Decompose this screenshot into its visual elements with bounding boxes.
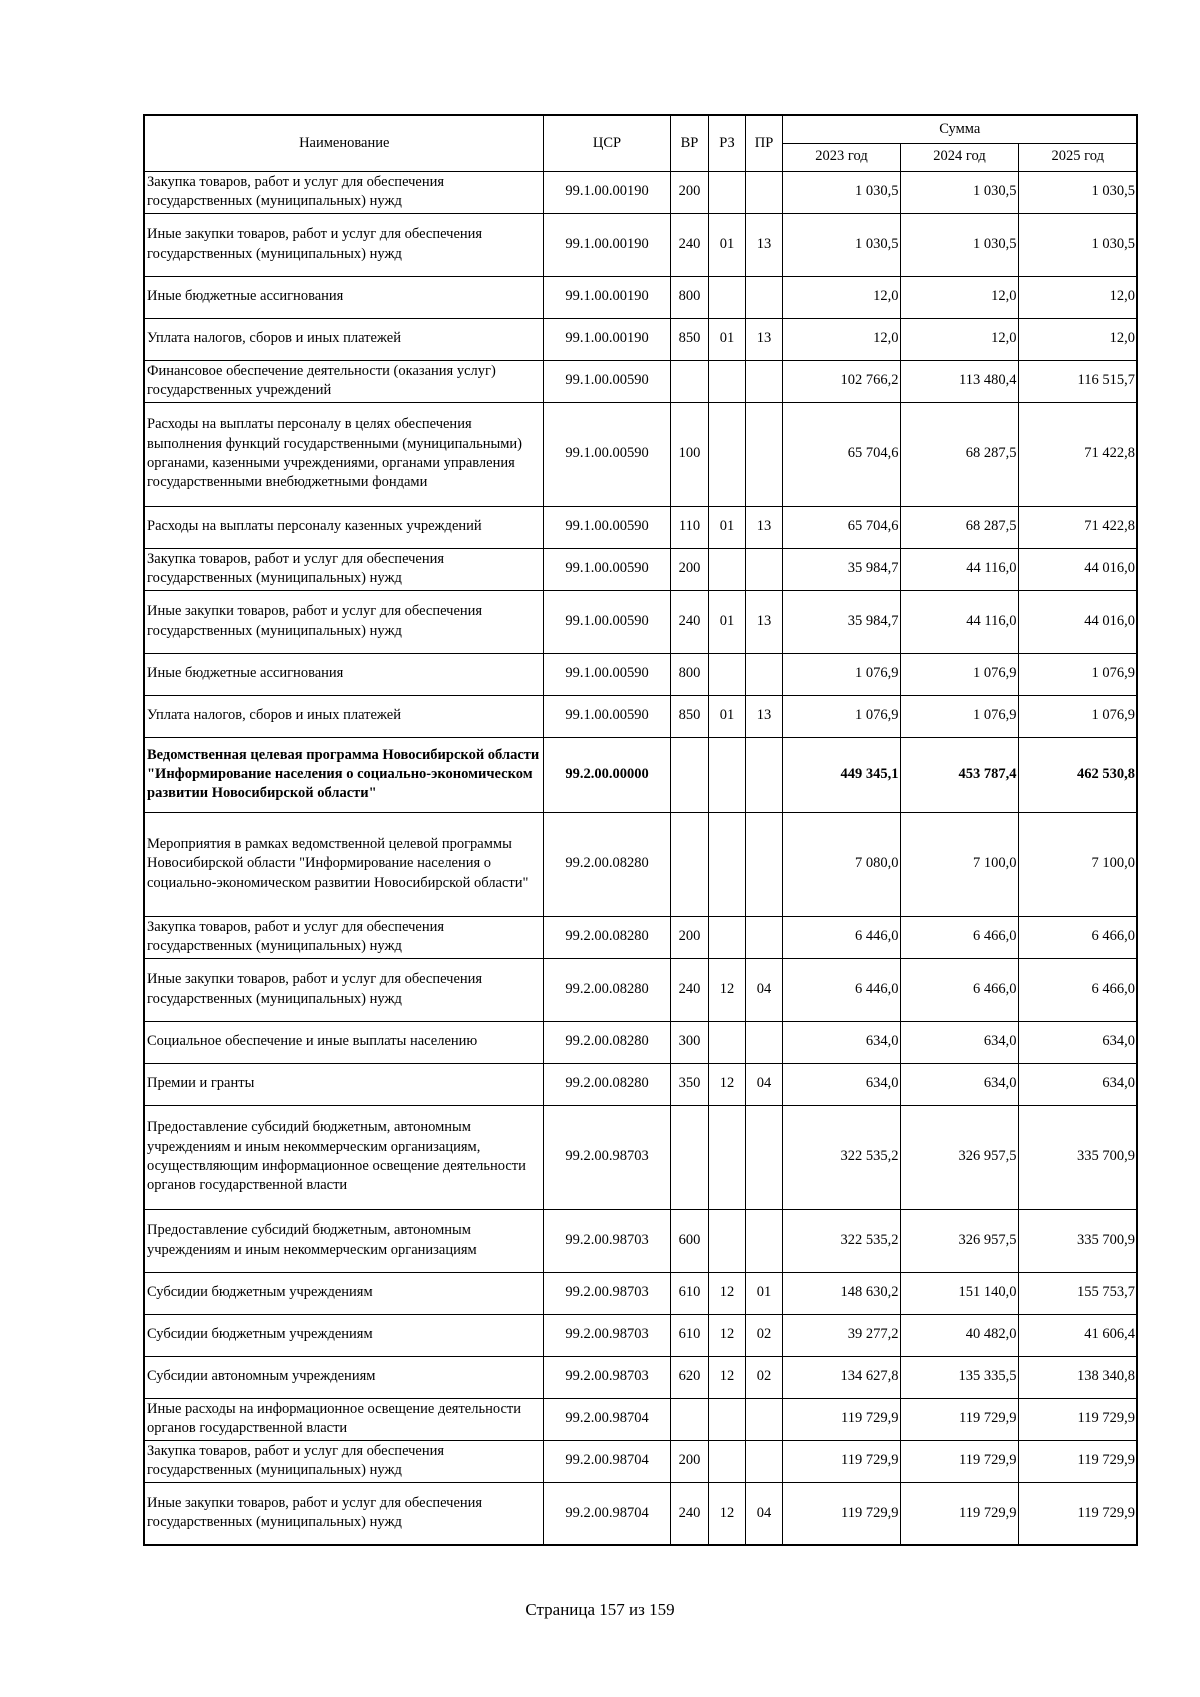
row-vr xyxy=(670,737,708,812)
row-vr: 800 xyxy=(670,276,708,318)
row-name: Закупка товаров, работ и услуг для обеспечения государственных (муниципальных) нужд xyxy=(144,1440,543,1482)
row-amount-2023: 119 729,9 xyxy=(782,1482,900,1545)
row-amount-2024: 44 116,0 xyxy=(900,590,1018,653)
row-pr xyxy=(745,653,782,695)
row-name: Мероприятия в рамках ведомственной целевой программы Новосибирской области "Информирование населения о социально-экономическом развитии Новосибирской области" xyxy=(144,812,543,916)
row-amount-2025: 44 016,0 xyxy=(1018,548,1137,590)
row-amount-2024: 40 482,0 xyxy=(900,1314,1018,1356)
row-rz: 01 xyxy=(708,590,745,653)
row-vr: 200 xyxy=(670,548,708,590)
row-amount-2024: 326 957,5 xyxy=(900,1105,1018,1209)
row-pr: 04 xyxy=(745,1482,782,1545)
row-vr: 610 xyxy=(670,1314,708,1356)
row-rz xyxy=(708,360,745,402)
row-csr: 99.1.00.00590 xyxy=(543,695,670,737)
row-vr: 200 xyxy=(670,1440,708,1482)
row-amount-2025: 634,0 xyxy=(1018,1021,1137,1063)
table-row xyxy=(144,1398,1137,1440)
row-name: Иные закупки товаров, работ и услуг для обеспечения государственных (муниципальных) нужд xyxy=(144,1482,543,1545)
row-amount-2023: 12,0 xyxy=(782,276,900,318)
table-row xyxy=(144,1482,1137,1545)
table-row xyxy=(144,506,1137,548)
row-vr xyxy=(670,360,708,402)
row-csr: 99.1.00.00590 xyxy=(543,360,670,402)
row-amount-2023: 1 030,5 xyxy=(782,171,900,213)
row-amount-2023: 1 076,9 xyxy=(782,695,900,737)
row-vr: 850 xyxy=(670,318,708,360)
row-amount-2024: 326 957,5 xyxy=(900,1209,1018,1272)
row-amount-2025: 12,0 xyxy=(1018,276,1137,318)
row-vr: 100 xyxy=(670,402,708,506)
row-name: Иные расходы на информационное освещение деятельности органов государственной власти xyxy=(144,1398,543,1440)
row-amount-2024: 453 787,4 xyxy=(900,737,1018,812)
row-amount-2024: 119 729,9 xyxy=(900,1440,1018,1482)
row-amount-2025: 155 753,7 xyxy=(1018,1272,1137,1314)
row-name: Закупка товаров, работ и услуг для обеспечения государственных (муниципальных) нужд xyxy=(144,548,543,590)
row-pr xyxy=(745,402,782,506)
row-pr: 13 xyxy=(745,318,782,360)
row-vr: 240 xyxy=(670,213,708,276)
row-csr: 99.1.00.00590 xyxy=(543,590,670,653)
row-csr: 99.2.00.98704 xyxy=(543,1482,670,1545)
row-vr: 240 xyxy=(670,590,708,653)
header-2025: 2025 год xyxy=(1018,143,1137,171)
row-amount-2023: 39 277,2 xyxy=(782,1314,900,1356)
row-amount-2024: 135 335,5 xyxy=(900,1356,1018,1398)
table-row xyxy=(144,916,1137,958)
row-csr: 99.2.00.08280 xyxy=(543,812,670,916)
row-amount-2024: 68 287,5 xyxy=(900,506,1018,548)
row-amount-2024: 12,0 xyxy=(900,318,1018,360)
row-rz xyxy=(708,1440,745,1482)
row-rz xyxy=(708,1398,745,1440)
row-csr: 99.2.00.98703 xyxy=(543,1209,670,1272)
row-name: Предоставление субсидий бюджетным, автономным учреждениям и иным некоммерческим организациям xyxy=(144,1209,543,1272)
row-amount-2025: 119 729,9 xyxy=(1018,1440,1137,1482)
page-number: Страница 157 из 159 xyxy=(525,1600,675,1619)
row-pr: 04 xyxy=(745,1063,782,1105)
row-amount-2023: 7 080,0 xyxy=(782,812,900,916)
row-rz xyxy=(708,812,745,916)
row-rz: 12 xyxy=(708,1314,745,1356)
header-2023: 2023 год xyxy=(782,143,900,171)
row-amount-2023: 1 030,5 xyxy=(782,213,900,276)
row-rz xyxy=(708,171,745,213)
table-row xyxy=(144,1209,1137,1272)
row-pr xyxy=(745,1209,782,1272)
row-vr: 300 xyxy=(670,1021,708,1063)
row-vr: 850 xyxy=(670,695,708,737)
row-csr: 99.2.00.08280 xyxy=(543,1021,670,1063)
row-rz: 12 xyxy=(708,1063,745,1105)
row-vr: 800 xyxy=(670,653,708,695)
row-amount-2025: 335 700,9 xyxy=(1018,1209,1137,1272)
row-amount-2024: 6 466,0 xyxy=(900,958,1018,1021)
row-csr: 99.1.00.00190 xyxy=(543,171,670,213)
header-pr: ПР xyxy=(745,115,782,171)
row-amount-2023: 634,0 xyxy=(782,1063,900,1105)
table-row xyxy=(144,360,1137,402)
table-row xyxy=(144,1021,1137,1063)
row-rz: 12 xyxy=(708,1482,745,1545)
header-sum: Сумма xyxy=(782,115,1137,143)
table-row xyxy=(144,590,1137,653)
row-vr: 110 xyxy=(670,506,708,548)
row-name: Субсидии бюджетным учреждениям xyxy=(144,1314,543,1356)
row-amount-2025: 1 076,9 xyxy=(1018,653,1137,695)
header-vr: ВР xyxy=(670,115,708,171)
table-row xyxy=(144,1314,1137,1356)
row-csr: 99.1.00.00190 xyxy=(543,276,670,318)
row-amount-2024: 1 030,5 xyxy=(900,171,1018,213)
table-row xyxy=(144,958,1137,1021)
row-amount-2024: 7 100,0 xyxy=(900,812,1018,916)
row-vr: 610 xyxy=(670,1272,708,1314)
row-csr: 99.2.00.98704 xyxy=(543,1440,670,1482)
row-amount-2025: 7 100,0 xyxy=(1018,812,1137,916)
budget-table xyxy=(143,114,1138,1546)
row-name: Расходы на выплаты персоналу в целях обеспечения выполнения функций государственными (муниципальными) органами, казенными учреждениями, органами управления государственными внебюджетными фондами xyxy=(144,402,543,506)
row-vr xyxy=(670,1398,708,1440)
row-amount-2025: 116 515,7 xyxy=(1018,360,1137,402)
table-row xyxy=(144,653,1137,695)
row-amount-2024: 119 729,9 xyxy=(900,1482,1018,1545)
row-name: Ведомственная целевая программа Новосибирской области "Информирование населения о социально-экономическом развитии Новосибирской области" xyxy=(144,737,543,812)
table-row xyxy=(144,1356,1137,1398)
row-pr: 13 xyxy=(745,590,782,653)
row-pr: 01 xyxy=(745,1272,782,1314)
row-csr: 99.1.00.00190 xyxy=(543,213,670,276)
row-csr: 99.2.00.00000 xyxy=(543,737,670,812)
row-rz xyxy=(708,737,745,812)
row-vr xyxy=(670,1105,708,1209)
row-amount-2025: 634,0 xyxy=(1018,1063,1137,1105)
row-rz: 12 xyxy=(708,1356,745,1398)
row-name: Иные закупки товаров, работ и услуг для обеспечения государственных (муниципальных) нужд xyxy=(144,958,543,1021)
row-name: Расходы на выплаты персоналу казенных учреждений xyxy=(144,506,543,548)
row-name: Финансовое обеспечение деятельности (оказания услуг) государственных учреждений xyxy=(144,360,543,402)
row-amount-2023: 102 766,2 xyxy=(782,360,900,402)
row-amount-2023: 35 984,7 xyxy=(782,590,900,653)
row-amount-2023: 449 345,1 xyxy=(782,737,900,812)
row-amount-2023: 6 446,0 xyxy=(782,958,900,1021)
row-name: Иные бюджетные ассигнования xyxy=(144,276,543,318)
row-name: Закупка товаров, работ и услуг для обеспечения государственных (муниципальных) нужд xyxy=(144,171,543,213)
row-amount-2025: 462 530,8 xyxy=(1018,737,1137,812)
row-rz xyxy=(708,402,745,506)
row-rz xyxy=(708,1105,745,1209)
row-amount-2024: 151 140,0 xyxy=(900,1272,1018,1314)
row-pr: 13 xyxy=(745,695,782,737)
row-amount-2023: 119 729,9 xyxy=(782,1398,900,1440)
table-row xyxy=(144,1105,1137,1209)
row-rz xyxy=(708,276,745,318)
header-rz: РЗ xyxy=(708,115,745,171)
row-name: Социальное обеспечение и иные выплаты населению xyxy=(144,1021,543,1063)
header-2024: 2024 год xyxy=(900,143,1018,171)
row-csr: 99.2.00.98703 xyxy=(543,1356,670,1398)
row-rz xyxy=(708,548,745,590)
row-vr: 200 xyxy=(670,916,708,958)
table-row xyxy=(144,318,1137,360)
row-rz xyxy=(708,1209,745,1272)
row-amount-2023: 134 627,8 xyxy=(782,1356,900,1398)
table-row xyxy=(144,548,1137,590)
table-row xyxy=(144,402,1137,506)
row-amount-2023: 119 729,9 xyxy=(782,1440,900,1482)
table-row xyxy=(144,1063,1137,1105)
row-name: Иные закупки товаров, работ и услуг для обеспечения государственных (муниципальных) нужд xyxy=(144,213,543,276)
header-name: Наименование xyxy=(144,115,543,171)
row-vr: 240 xyxy=(670,1482,708,1545)
table-row xyxy=(144,1440,1137,1482)
table-row xyxy=(144,171,1137,213)
row-amount-2024: 6 466,0 xyxy=(900,916,1018,958)
row-csr: 99.2.00.98703 xyxy=(543,1314,670,1356)
row-amount-2024: 113 480,4 xyxy=(900,360,1018,402)
row-pr xyxy=(745,916,782,958)
row-csr: 99.2.00.98703 xyxy=(543,1105,670,1209)
row-rz: 12 xyxy=(708,958,745,1021)
row-name: Премии и гранты xyxy=(144,1063,543,1105)
row-amount-2024: 68 287,5 xyxy=(900,402,1018,506)
row-pr xyxy=(745,1105,782,1209)
table-row xyxy=(144,1272,1137,1314)
row-name: Закупка товаров, работ и услуг для обеспечения государственных (муниципальных) нужд xyxy=(144,916,543,958)
table-row xyxy=(144,276,1137,318)
row-vr: 350 xyxy=(670,1063,708,1105)
row-pr xyxy=(745,360,782,402)
row-pr xyxy=(745,548,782,590)
row-pr xyxy=(745,737,782,812)
row-amount-2025: 41 606,4 xyxy=(1018,1314,1137,1356)
row-amount-2023: 1 076,9 xyxy=(782,653,900,695)
row-amount-2023: 6 446,0 xyxy=(782,916,900,958)
table-header xyxy=(144,115,1137,171)
row-rz: 01 xyxy=(708,318,745,360)
row-vr xyxy=(670,812,708,916)
row-csr: 99.1.00.00590 xyxy=(543,506,670,548)
row-amount-2023: 634,0 xyxy=(782,1021,900,1063)
document-page xyxy=(143,114,1136,1546)
table-row xyxy=(144,812,1137,916)
row-name: Предоставление субсидий бюджетным, автономным учреждениям и иным некоммерческим организациям, осуществляющим информационное освещение деятельности органов государственной власти xyxy=(144,1105,543,1209)
row-amount-2025: 119 729,9 xyxy=(1018,1398,1137,1440)
row-amount-2023: 322 535,2 xyxy=(782,1105,900,1209)
row-rz xyxy=(708,653,745,695)
row-name: Иные закупки товаров, работ и услуг для обеспечения государственных (муниципальных) нужд xyxy=(144,590,543,653)
row-amount-2025: 1 076,9 xyxy=(1018,695,1137,737)
row-pr xyxy=(745,276,782,318)
row-amount-2024: 634,0 xyxy=(900,1063,1018,1105)
row-vr: 620 xyxy=(670,1356,708,1398)
row-pr: 02 xyxy=(745,1314,782,1356)
row-amount-2023: 322 535,2 xyxy=(782,1209,900,1272)
row-pr xyxy=(745,171,782,213)
row-amount-2023: 65 704,6 xyxy=(782,402,900,506)
row-csr: 99.1.00.00190 xyxy=(543,318,670,360)
row-rz: 01 xyxy=(708,213,745,276)
row-pr: 04 xyxy=(745,958,782,1021)
row-csr: 99.2.00.98704 xyxy=(543,1398,670,1440)
row-name: Уплата налогов, сборов и иных платежей xyxy=(144,318,543,360)
row-amount-2025: 71 422,8 xyxy=(1018,402,1137,506)
row-amount-2024: 119 729,9 xyxy=(900,1398,1018,1440)
row-amount-2023: 12,0 xyxy=(782,318,900,360)
row-pr: 13 xyxy=(745,506,782,548)
row-name: Иные бюджетные ассигнования xyxy=(144,653,543,695)
row-rz xyxy=(708,916,745,958)
row-csr: 99.1.00.00590 xyxy=(543,402,670,506)
row-amount-2025: 138 340,8 xyxy=(1018,1356,1137,1398)
row-amount-2025: 12,0 xyxy=(1018,318,1137,360)
row-rz xyxy=(708,1021,745,1063)
header-csr: ЦСР xyxy=(543,115,670,171)
row-vr: 240 xyxy=(670,958,708,1021)
row-csr: 99.2.00.08280 xyxy=(543,958,670,1021)
row-amount-2023: 148 630,2 xyxy=(782,1272,900,1314)
row-pr: 13 xyxy=(745,213,782,276)
row-amount-2023: 35 984,7 xyxy=(782,548,900,590)
row-rz: 01 xyxy=(708,695,745,737)
row-amount-2023: 65 704,6 xyxy=(782,506,900,548)
row-csr: 99.2.00.08280 xyxy=(543,1063,670,1105)
row-pr xyxy=(745,812,782,916)
row-name: Уплата налогов, сборов и иных платежей xyxy=(144,695,543,737)
row-csr: 99.1.00.00590 xyxy=(543,548,670,590)
row-rz: 01 xyxy=(708,506,745,548)
row-amount-2024: 634,0 xyxy=(900,1021,1018,1063)
row-amount-2025: 1 030,5 xyxy=(1018,213,1137,276)
row-amount-2024: 1 076,9 xyxy=(900,653,1018,695)
row-amount-2025: 44 016,0 xyxy=(1018,590,1137,653)
row-amount-2024: 1 076,9 xyxy=(900,695,1018,737)
row-vr: 200 xyxy=(670,171,708,213)
row-pr: 02 xyxy=(745,1356,782,1398)
table-row xyxy=(144,695,1137,737)
table-row xyxy=(144,737,1137,812)
row-amount-2024: 44 116,0 xyxy=(900,548,1018,590)
row-amount-2025: 6 466,0 xyxy=(1018,958,1137,1021)
row-name: Субсидии автономным учреждениям xyxy=(144,1356,543,1398)
row-amount-2025: 335 700,9 xyxy=(1018,1105,1137,1209)
row-vr: 600 xyxy=(670,1209,708,1272)
row-rz: 12 xyxy=(708,1272,745,1314)
row-amount-2024: 12,0 xyxy=(900,276,1018,318)
table-body xyxy=(144,171,1137,1545)
row-amount-2025: 6 466,0 xyxy=(1018,916,1137,958)
row-amount-2025: 119 729,9 xyxy=(1018,1482,1137,1545)
row-amount-2025: 1 030,5 xyxy=(1018,171,1137,213)
row-pr xyxy=(745,1021,782,1063)
row-name: Субсидии бюджетным учреждениям xyxy=(144,1272,543,1314)
row-amount-2024: 1 030,5 xyxy=(900,213,1018,276)
row-csr: 99.2.00.08280 xyxy=(543,916,670,958)
row-csr: 99.2.00.98703 xyxy=(543,1272,670,1314)
row-pr xyxy=(745,1398,782,1440)
row-amount-2025: 71 422,8 xyxy=(1018,506,1137,548)
row-pr xyxy=(745,1440,782,1482)
table-row xyxy=(144,213,1137,276)
row-csr: 99.1.00.00590 xyxy=(543,653,670,695)
